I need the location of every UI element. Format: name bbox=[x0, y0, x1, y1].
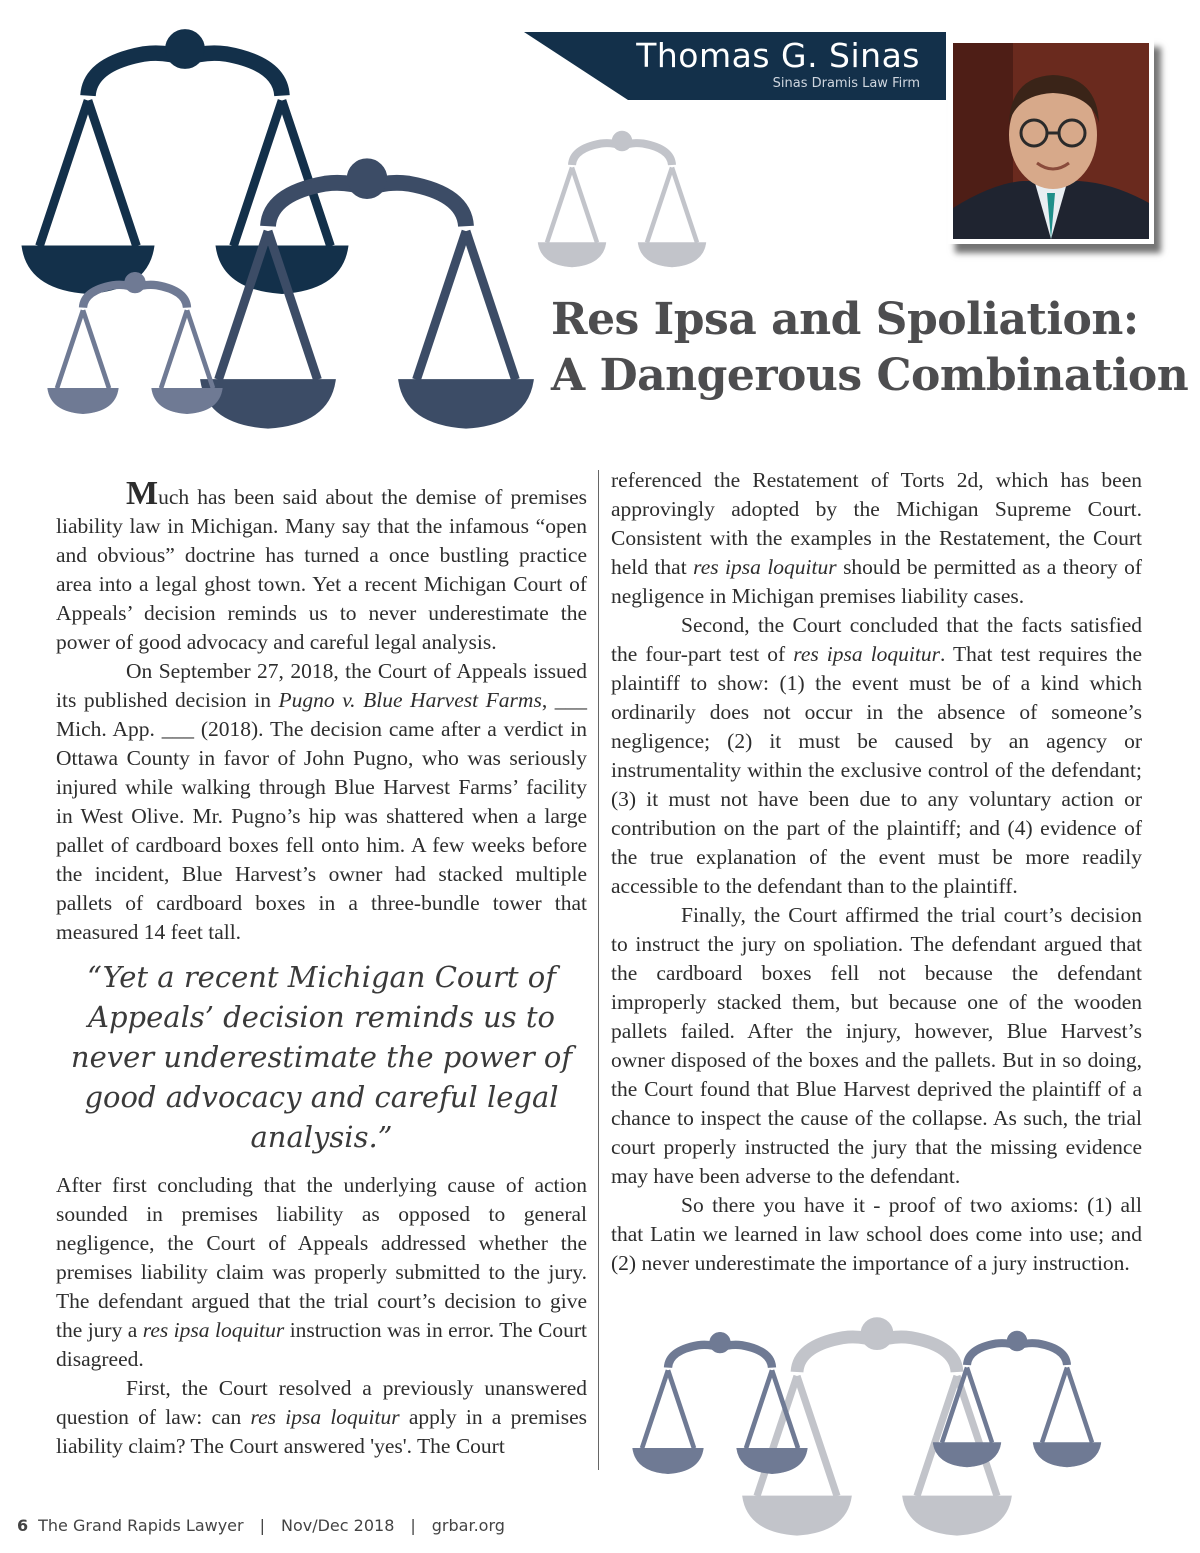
drop-cap: M bbox=[126, 475, 159, 512]
article-title-line2: A Dangerous Combination bbox=[551, 350, 1189, 401]
pull-quote: “Yet a recent Michigan Court of Appeals’ decision reminds us to never underestimate the power of good advocacy and careful legal analysis.” bbox=[70, 960, 573, 1154]
paragraph-conclusion: So there you have it - proof of two axioms: (1) all that Latin we learned in law school does come into use; and (2) never underestimate the importance of a jury instruction. bbox=[611, 1193, 1142, 1275]
footer-separator: | bbox=[259, 1516, 265, 1535]
author-photo bbox=[948, 38, 1154, 244]
paragraph-intro: Much has been said about the demise of premises liability law in Michigan. Many say that the infamous “open and obvious” doctrine has turned a once bustling practice area into a legal ghost town. Yet a recent Michigan Court of Appeals’ decision reminds us to never underestimate the power of good advocacy and careful legal analysis. bbox=[56, 475, 587, 654]
paragraph-analysis: After first concluding that the underlying cause of action sounded in premises liability as opposed to general negligence, the Court of Appeals addressed whether the premises liability claim was properly submitted to the jury. The defendant argued that the trial court’s decision to give the jury a res ipsa loquitur instruction was in error. The Court disagreed. bbox=[56, 1173, 588, 1371]
paragraph-finally: Finally, the Court affirmed the trial court’s decision to instruct the jury on spoliation. The defendant argued that the cardboard boxes fell not because the defendant improperly stacked them, but because one of the wooden pallets failed. After the injury, however, Blue Harvest’s owner disposed of the boxes and the pallets. But in so doing, the Court found that Blue Harvest deprived the plaintiff of a chance to inspect the cause of the collapse. As such, the trial court properly instructed the jury that the missing evidence may have been adverse to the defendant. bbox=[611, 903, 1142, 1188]
website-link[interactable]: grbar.org bbox=[431, 1516, 505, 1535]
portrait-illustration bbox=[953, 43, 1149, 239]
scale-navy-large bbox=[22, 30, 348, 294]
issue-date: Nov/Dec 2018 bbox=[280, 1516, 395, 1535]
case-name: Pugno v. Blue Harvest Farms bbox=[278, 688, 542, 712]
article-title bbox=[551, 292, 1191, 404]
paragraph-decision: On September 27, 2018, the Court of Appeals issued its published decision in Pugno v. Blue Harvest Farms, ___ Mich. App. ___ (2018). The decision came after a verdict in Ottawa County in favor of John Pugno, who was seriously injured while walking through Blue Harvest Farms’ facility in West Olive. Mr. Pugno’s hip was shattered when a large pallet of cardboard boxes fell onto him. A few weeks before the incident, Blue Harvest’s owner had stacked multiple pallets of cardboard boxes in a three-bundle tower that measured 14 feet tall. bbox=[56, 659, 587, 944]
author-firm: Sinas Dramis Law Firm bbox=[772, 76, 920, 91]
page-footer bbox=[17, 1516, 505, 1535]
scale-gray-left bbox=[48, 272, 223, 413]
publication-name: The Grand Rapids Lawyer bbox=[38, 1516, 244, 1535]
scale-slate-bottom-right bbox=[933, 1331, 1101, 1467]
paragraph-first: First, the Court resolved a previously unanswered question of law: can res ipsa loquitur apply in a premises liability claim? The Court answered 'yes'. The Court bbox=[56, 1376, 588, 1458]
article-column-right bbox=[611, 466, 1142, 1278]
article-column-left bbox=[56, 475, 588, 1461]
scale-slate-bottom-left bbox=[633, 1332, 808, 1473]
paragraph-second: Second, the Court concluded that the facts satisfied the four-part test of res ipsa loquitur. That test requires the plaintiff to show: (1) the event must be of a kind which ordinarily does not occur in the absence of someone’s negligence; (2) it must be caused by an agency or instrumentality within the exclusive control of the defendant; (3) it must not have been due to any voluntary action or contribution on the part of the plaintiff; and (4) evidence of the true explanation of the event must be more readily accessible to the defendant than to the plaintiff. bbox=[611, 613, 1142, 898]
column-divider bbox=[598, 470, 599, 1470]
footer-separator: | bbox=[410, 1516, 416, 1535]
article-title-line1: Res Ipsa and Spoliation: bbox=[551, 294, 1139, 345]
author-name: Thomas G. Sinas bbox=[636, 36, 920, 75]
author-banner bbox=[524, 32, 946, 100]
page-number: 6 bbox=[17, 1516, 29, 1535]
scale-light-top bbox=[538, 131, 706, 267]
paragraph-restatement: referenced the Restatement of Torts 2d, which has been approvingly adopted by the Michigan Supreme Court. Consistent with the examples in the Restatement, the Court held that res ipsa loquitur should be permitted as a theory of negligence in Michigan premises liability cases. bbox=[611, 468, 1142, 608]
